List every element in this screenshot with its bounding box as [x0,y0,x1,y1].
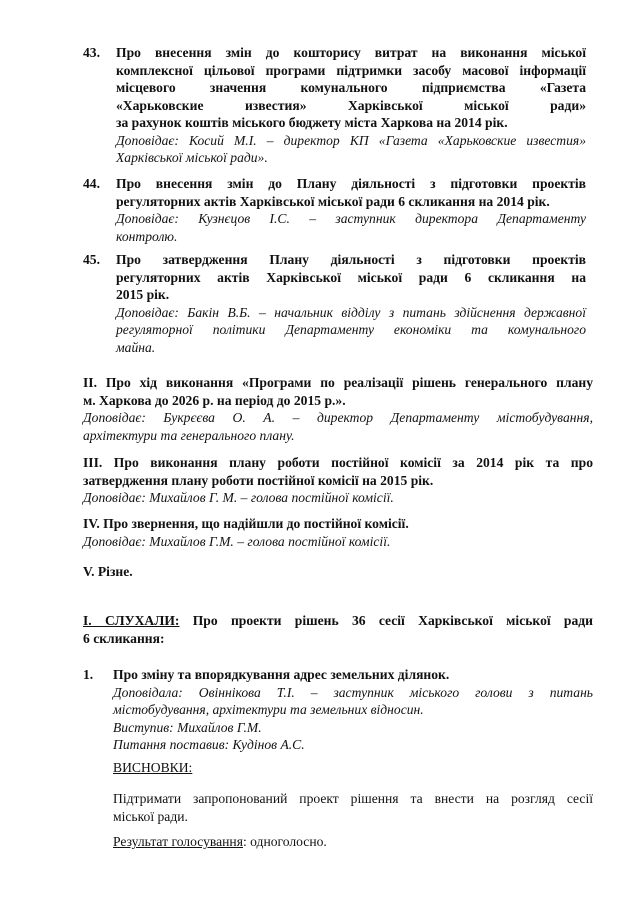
item-title-line: регуляторних актів Харківської міської ради 6 скликання на 2014 рік. [116,193,550,209]
speaker-line: Доповідає: Букрєєва О. А. – директор Департаменту містобудування, [83,410,593,425]
item-title-line: Про внесення змін до Плану діяльності з підготовки проектів [116,176,586,191]
conclusions-text [113,790,593,825]
vote-result [113,833,593,851]
item-title-line: регуляторних актів Харківської міської ради 6 скликання на [116,269,586,285]
speaker-line: архітектури та генерального плану. [83,427,295,443]
section-ii [83,374,593,444]
section-title: V. Різне. [83,564,133,579]
heard-line [83,612,593,630]
section-title-line: м. Харкова до 2026 р. на період до 2015 р.». [83,392,346,408]
item-title-line: Про внесення змін до кошторису витрат на виконання міської [116,45,586,60]
speaker-line: контролю. [116,228,178,244]
agenda-item-43 [116,44,586,167]
conclusions-label: ВИСНОВКИ: [113,760,193,775]
question-line: Питання поставив: Кудінов А.С. [113,737,305,752]
point-1 [113,666,593,754]
heard-line-2: 6 скликання: [83,630,165,646]
section-title: ІV. Про звернення, що надійшли до постійної комісії. [83,516,409,531]
vote-result-value: : одноголосно. [242,834,327,849]
section-iv [83,515,593,550]
item-number: 43. [83,45,100,60]
speaker-line: Доповідає: Михайлов Г. М. – голова постійної комісії. [83,490,394,505]
conclusions-line: Підтримати запропонований проект рішення та внести на розгляд сесії [113,791,593,806]
item-title-line: 2015 рік. [116,287,170,302]
section-title-line: ІІІ. Про виконання плану роботи постійної комісії за 2014 рік та про [83,455,593,470]
speech-line: Виступив: Михайлов Г.М. [113,719,262,735]
heard-section [83,612,593,647]
vote-result-label: Результат голосування [113,834,243,849]
point-number: 1. [83,667,94,682]
speaker-line: Доповідала: Овіннікова Т.І. – заступник міського голови з питань [113,684,593,700]
point-title: Про зміну та впорядкування адрес земельних ділянок. [113,667,450,682]
speaker-line: регуляторної політики Департаменту економіки та комунального [116,322,586,337]
agenda-item-44 [116,175,586,245]
speaker-line: Доповідає: Михайлов Г.М. – голова постійної комісії. [83,533,391,549]
item-title-line: «Харьковские известия» Харківської міської ради» [116,97,586,113]
section-title-line: ІІ. Про хід виконання «Програми по реалізації рішень генерального плану [83,375,593,390]
item-title-line: за рахунок коштів міського бюджету міста Харкова на 2014 рік. [116,115,508,130]
item-title-line: комплексної цільової програми підтримки засобу масової інформації [116,62,586,78]
speaker-line: Доповідає: Бакін В.Б. – начальник відділу з питань здійснення державної [116,304,586,320]
heard-label: І. СЛУХАЛИ: [83,613,180,628]
speaker-line: містобудування, архітектури та земельних відносин. [113,702,424,717]
speaker-line: Доповідає: Косий М.І. – директор КП «Газета «Харьковские известия» [116,132,586,148]
item-title-line: Про затвердження Плану діяльності з підготовки проектів [116,252,586,267]
item-number: 45. [83,252,100,267]
conclusions-line: міської ради. [113,808,188,824]
heard-text: Про проекти рішень 36 сесії Харківської міської ради [179,613,593,628]
agenda-item-45 [116,251,586,356]
section-iii [83,454,593,507]
section-title-line: затвердження плану роботи постійної комісії на 2015 рік. [83,472,434,488]
vote-result-line [113,833,593,851]
speaker-line: Харківської міської ради». [116,150,268,165]
speaker-line: майна. [116,339,156,355]
speaker-line: Доповідає: Кузнєцов І.С. – заступник директора Департаменту [116,211,586,226]
item-title-line: місцевого значення комунального підприємства «Газета [116,80,586,95]
conclusions [113,759,593,777]
item-number: 44. [83,176,100,191]
section-v [83,563,593,581]
